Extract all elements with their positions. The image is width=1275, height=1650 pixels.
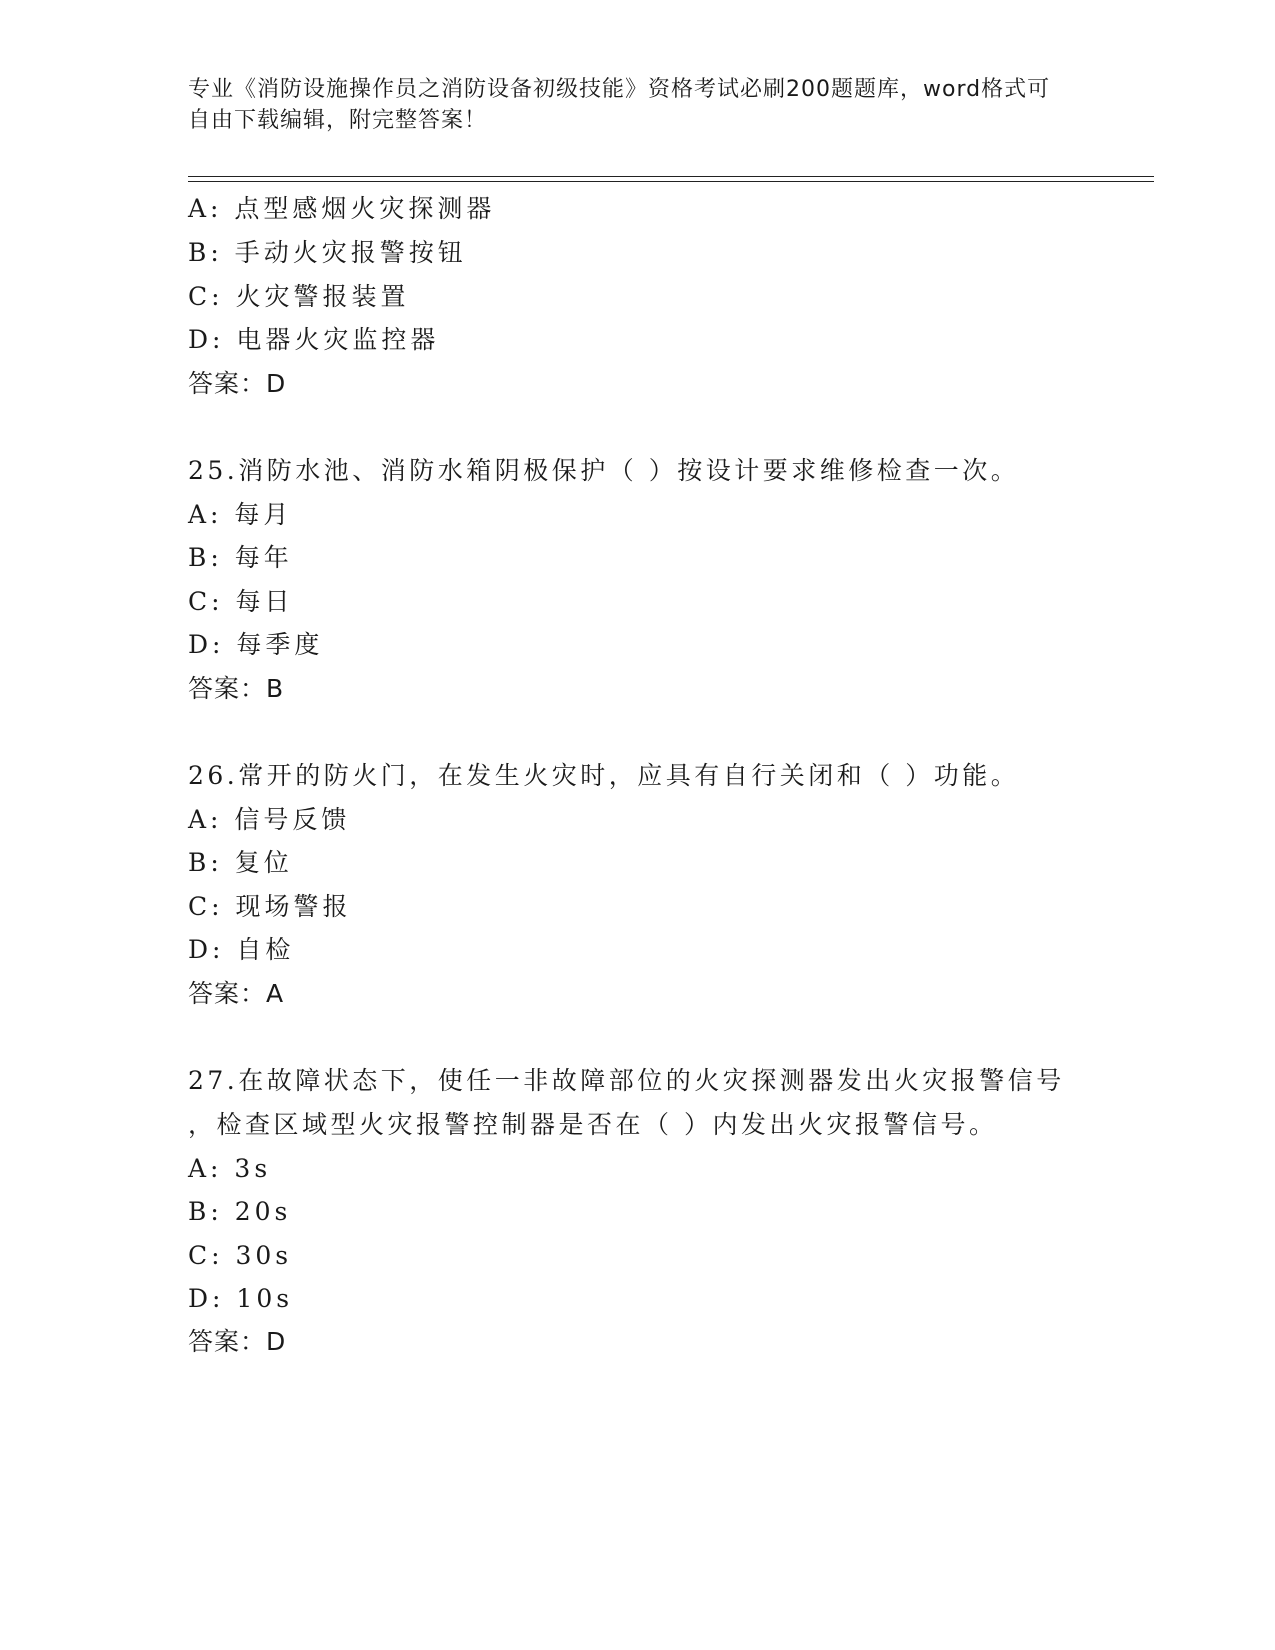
option-a: A: 每月 xyxy=(188,500,293,529)
option-b: B: 每年 xyxy=(188,543,293,572)
option-a: A: 3s xyxy=(188,1154,272,1183)
option-b: B: 20s xyxy=(188,1197,292,1226)
option-b: B: 手动火灾报警按钮 xyxy=(188,238,467,267)
answer-line: 答案：D xyxy=(188,369,287,398)
question-27-stem-line2: ，检查区域型火灾报警控制器是否在（ ）内发出火灾报警信号。 xyxy=(188,1110,998,1139)
header-divider-top xyxy=(188,176,1154,177)
option-d: D: 电器火灾监控器 xyxy=(188,325,440,354)
question-25-stem: 25.消防水池、消防水箱阴极保护（ ）按设计要求维修检查一次。 xyxy=(188,456,1020,485)
document-header: 专业《消防设施操作员之消防设备初级技能》资格考试必刷200题题库，word格式可自由下载编辑，附完整答案！ xyxy=(188,77,1051,133)
option-c: C: 30s xyxy=(188,1241,293,1270)
option-d: D: 每季度 xyxy=(188,630,324,659)
option-d: D: 10s xyxy=(188,1284,294,1313)
question-26-stem: 26.常开的防火门，在发生火灾时，应具有自行关闭和（ ）功能。 xyxy=(188,761,1020,790)
option-c: C: 每日 xyxy=(188,587,294,616)
option-c: C: 现场警报 xyxy=(188,892,352,921)
option-d: D: 自检 xyxy=(188,935,295,964)
answer-line: 答案：D xyxy=(188,1327,287,1356)
option-a: A: 信号反馈 xyxy=(188,805,351,834)
option-b: B: 复位 xyxy=(188,848,293,877)
header-divider-bottom xyxy=(188,181,1154,182)
question-27-stem-line1: 27.在故障状态下，使任一非故障部位的火灾探测器发出火灾报警信号 xyxy=(188,1066,1065,1095)
answer-line: 答案：A xyxy=(188,979,285,1008)
answer-line: 答案：B xyxy=(188,674,285,703)
option-c: C: 火灾警报装置 xyxy=(188,282,410,311)
option-a: A: 点型感烟火灾探测器 xyxy=(188,194,496,223)
